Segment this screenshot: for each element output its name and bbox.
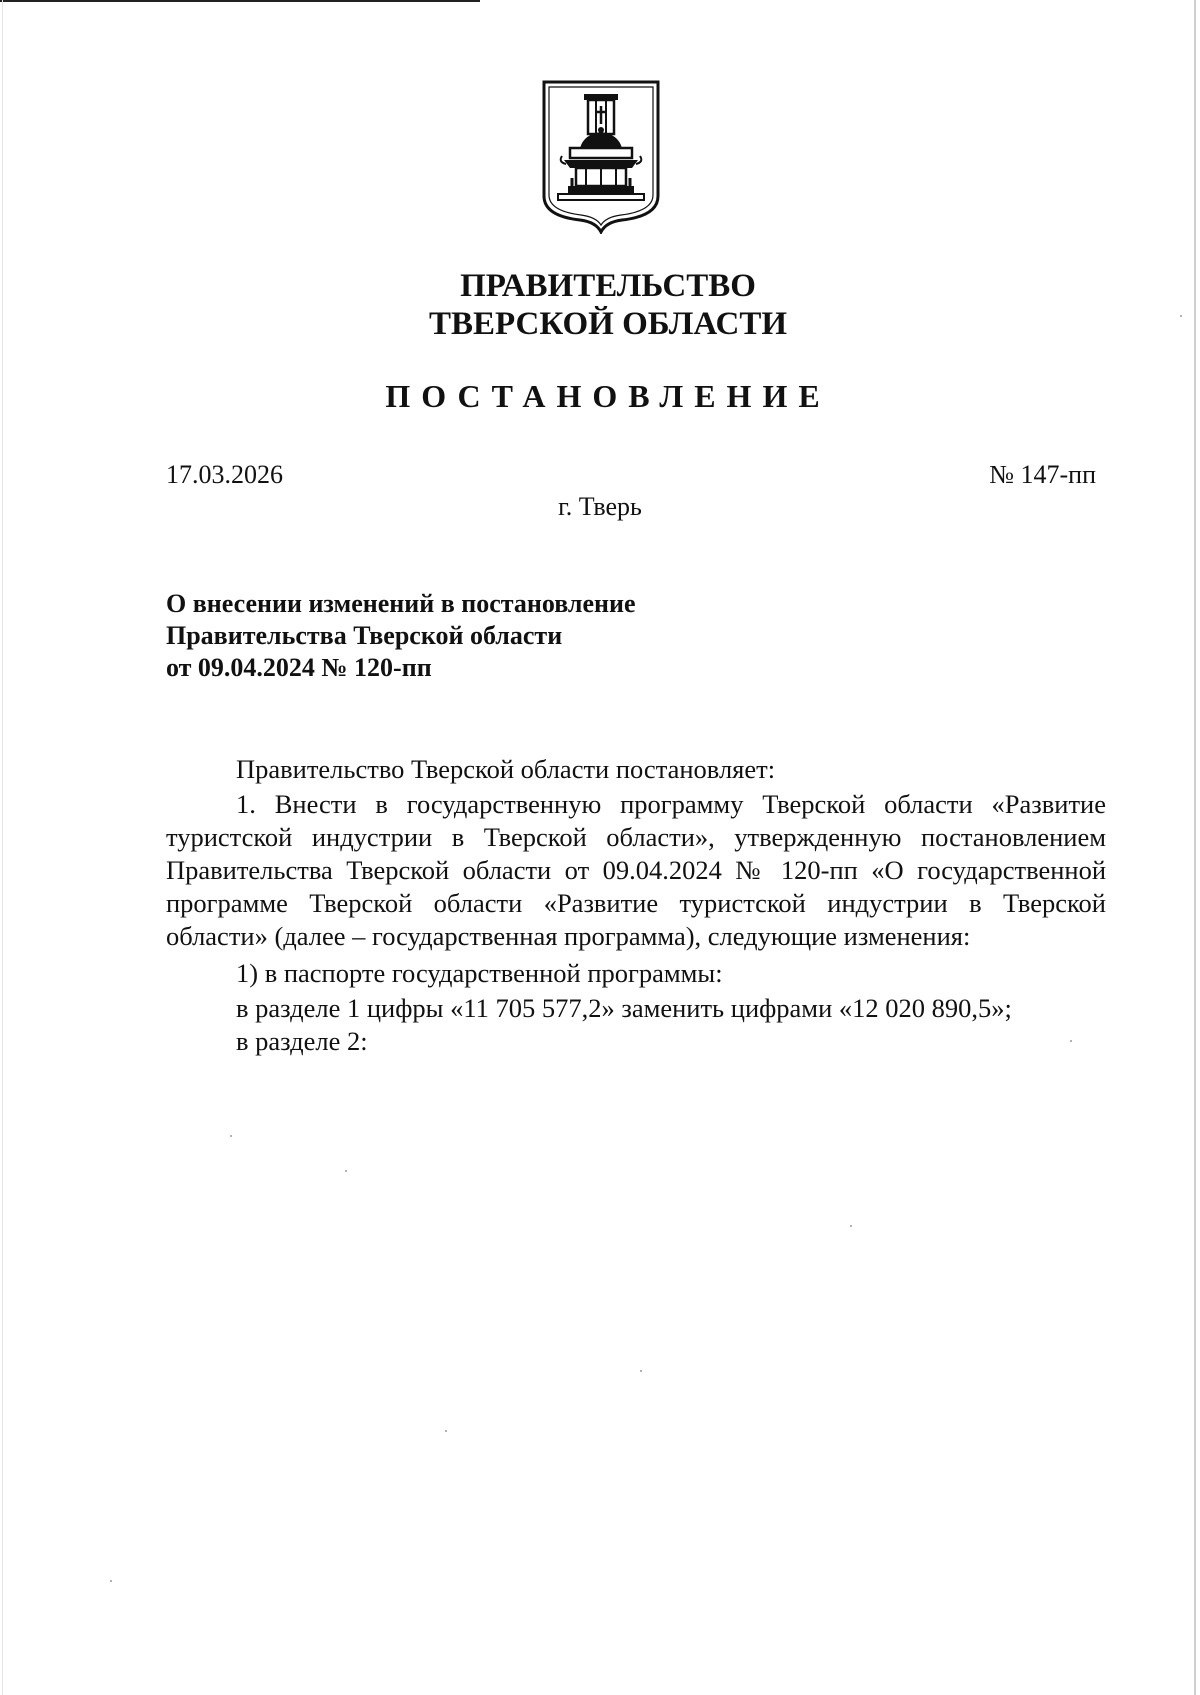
body-section-2-intro: в разделе 2: [236,1026,368,1056]
scan-speck [445,1430,447,1432]
government-title-line-2: ТВЕРСКОЙ ОБЛАСТИ [428,306,788,342]
document-city: г. Тверь [558,492,642,521]
body-section-1-change: в разделе 1 цифры «11 705 577,2» заменить цифрами «12 020 890,5»; [236,993,1012,1023]
document-date: 17.03.2026 [166,460,283,489]
subject-line: О внесении изменений в постановление [166,589,636,618]
government-title-line-1: ПРАВИТЕЛЬСТВО [460,268,756,304]
scan-speck [1180,315,1182,317]
body-intro: Правительство Тверской области постановляет: [236,754,776,784]
scan-speck [345,1170,347,1172]
scan-speck [230,1135,232,1137]
body-item-1: 1) в паспорте государственной программы: [236,958,723,988]
scan-speck [110,1580,112,1582]
body-paragraph-1: 1. Внести в государственную программу Тверской области «Развитие туристской индустрии в Тверской области», утвержденную постановлением Правительства Тверской области от 09.04.2024 № 120-пп «О государственной программе Тверской области «Развитие туристской индустрии в Тверской области» (далее – государственная программа), следующие изменения: [166,789,1106,951]
scan-edge-top [0,0,480,2]
document-type-heading: ПОСТАНОВЛЕНИЕ [385,378,831,414]
scan-speck [640,1370,642,1372]
scan-speck [850,1225,852,1227]
subject-line: от 09.04.2024 № 120-пп [166,653,432,682]
scan-edge-right [1194,0,1196,1695]
scan-speck [1070,1040,1072,1042]
document-subject [166,588,866,684]
document-number: № 147-пп [989,460,1096,489]
tver-coat-of-arms-icon [540,78,662,234]
subject-line: Правительства Тверской области [166,621,563,650]
scan-edge-left [2,0,3,1695]
